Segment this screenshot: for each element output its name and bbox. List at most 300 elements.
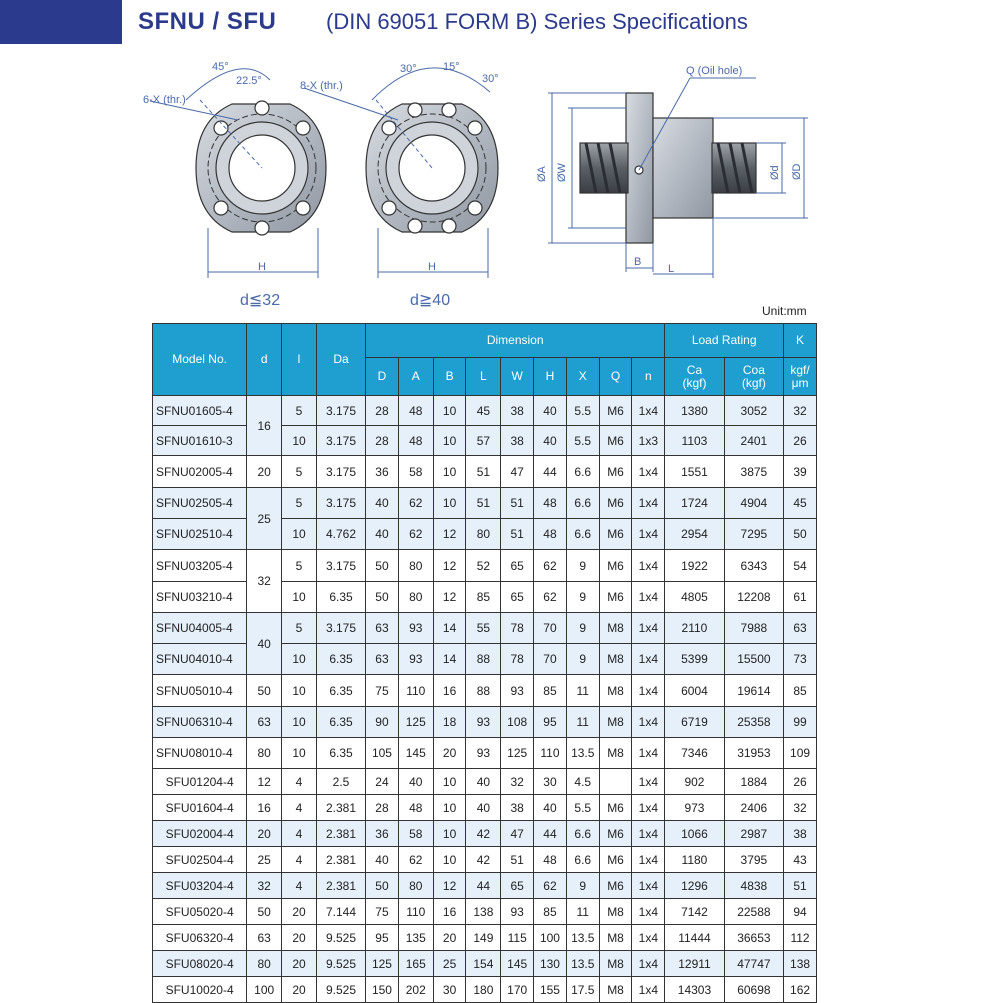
cell-x: 11 [566, 675, 599, 707]
cell-a: 80 [398, 550, 433, 582]
cell-n: 1x4 [632, 707, 665, 738]
cell-d: 25 [247, 488, 282, 550]
header-coa-unit: (kgf) [741, 375, 766, 390]
cell-d: 16 [247, 795, 282, 821]
cell-w: 145 [501, 951, 534, 977]
cell-n: 1x4 [632, 550, 665, 582]
diameter-a-label: ØA [536, 166, 548, 182]
cell-coa: 7988 [724, 613, 783, 644]
cell-l: 93 [466, 707, 501, 738]
table-row [153, 925, 817, 951]
cell-a: 48 [398, 426, 433, 456]
cell-x: 6.6 [566, 519, 599, 550]
cell-model: SFNU03210-4 [153, 582, 247, 613]
header-dim-b: B [433, 358, 466, 396]
cell-x: 13.5 [566, 951, 599, 977]
cell-coa: 3875 [724, 456, 783, 488]
header-da: Da [316, 324, 365, 396]
specifications-table [152, 323, 817, 1003]
cell-model: SFU01204-4 [153, 769, 247, 795]
cell-ca: 12911 [665, 951, 724, 977]
cell-q: M6 [599, 795, 632, 821]
cell-ca: 973 [665, 795, 724, 821]
cell-k: 32 [784, 396, 817, 426]
cell-da: 9.525 [316, 977, 365, 1003]
header-dim-h: H [534, 358, 567, 396]
cell-k: 45 [784, 488, 817, 519]
cell-model: SFU01604-4 [153, 795, 247, 821]
cell-x: 11 [566, 707, 599, 738]
cell-b: 10 [433, 769, 466, 795]
cell-ca: 1103 [665, 426, 724, 456]
cell-h: 85 [534, 899, 567, 925]
cell-a: 110 [398, 899, 433, 925]
cell-d: 32 [247, 550, 282, 613]
cell-b: 20 [433, 925, 466, 951]
cell-coa: 4904 [724, 488, 783, 519]
cell-w: 65 [501, 582, 534, 613]
cell-k: 26 [784, 769, 817, 795]
cell-l: 5 [282, 613, 317, 644]
cell-k: 39 [784, 456, 817, 488]
flange-front-view-large [366, 103, 498, 233]
cell-da: 2.381 [316, 873, 365, 899]
cell-l: 138 [466, 899, 501, 925]
cell-da: 3.175 [316, 426, 365, 456]
cell-d: 100 [247, 977, 282, 1003]
cell-h: 130 [534, 951, 567, 977]
cell-q: M8 [599, 899, 632, 925]
header-d: d [247, 324, 282, 396]
cell-q: M6 [599, 873, 632, 899]
cell-l: 40 [466, 795, 501, 821]
header-coa [724, 358, 783, 396]
cell-l: 20 [282, 899, 317, 925]
cell-n: 1x4 [632, 977, 665, 1003]
cell-d: 28 [366, 795, 399, 821]
cell-b: 12 [433, 550, 466, 582]
cell-a: 62 [398, 488, 433, 519]
cell-n: 1x4 [632, 519, 665, 550]
cell-d: 50 [366, 873, 399, 899]
cell-d: 90 [366, 707, 399, 738]
cell-h: 30 [534, 769, 567, 795]
cell-l: 154 [466, 951, 501, 977]
cell-model: SFNU08010-4 [153, 738, 247, 769]
cell-x: 9 [566, 644, 599, 675]
cell-w: 47 [501, 456, 534, 488]
diameter-d-large-label: ØD [791, 163, 803, 180]
cell-b: 10 [433, 456, 466, 488]
cell-model: SFU10020-4 [153, 977, 247, 1003]
cell-da: 6.35 [316, 738, 365, 769]
cell-n: 1x4 [632, 821, 665, 847]
cell-l: 149 [466, 925, 501, 951]
cell-l: 93 [466, 738, 501, 769]
cell-l: 5 [282, 488, 317, 519]
cell-h: 95 [534, 707, 567, 738]
cell-w: 125 [501, 738, 534, 769]
cell-x: 13.5 [566, 925, 599, 951]
cell-l: 88 [466, 675, 501, 707]
table-row [153, 456, 817, 488]
cell-l: 4 [282, 769, 317, 795]
cell-k: 63 [784, 613, 817, 644]
cell-h: 40 [534, 396, 567, 426]
cell-n: 1x4 [632, 738, 665, 769]
cell-x: 17.5 [566, 977, 599, 1003]
cell-w: 78 [501, 644, 534, 675]
cell-d: 32 [247, 873, 282, 899]
cell-coa: 2406 [724, 795, 783, 821]
cell-l: 4 [282, 847, 317, 873]
cell-q: M8 [599, 977, 632, 1003]
cell-l: 51 [466, 488, 501, 519]
cell-a: 145 [398, 738, 433, 769]
cell-b: 10 [433, 847, 466, 873]
diameter-w-label: ØW [556, 163, 568, 182]
technical-drawings [120, 50, 820, 310]
cell-a: 48 [398, 795, 433, 821]
cell-model: SFNU01605-4 [153, 396, 247, 426]
table-row [153, 738, 817, 769]
cell-x: 6.6 [566, 821, 599, 847]
cell-b: 14 [433, 644, 466, 675]
cell-da: 3.175 [316, 396, 365, 426]
cell-h: 44 [534, 821, 567, 847]
cell-da: 2.381 [316, 847, 365, 873]
table-row [153, 821, 817, 847]
cell-q: M8 [599, 738, 632, 769]
cell-coa: 3052 [724, 396, 783, 426]
flange-small-width-label: H [258, 261, 266, 273]
table-row [153, 675, 817, 707]
cell-d: 95 [366, 925, 399, 951]
cell-coa: 2987 [724, 821, 783, 847]
cell-q: M6 [599, 456, 632, 488]
cell-q: M8 [599, 644, 632, 675]
header-dim-d: D [366, 358, 399, 396]
cell-ca: 1380 [665, 396, 724, 426]
cell-l: 10 [282, 738, 317, 769]
cell-a: 40 [398, 769, 433, 795]
cell-d: 50 [366, 582, 399, 613]
cell-k: 94 [784, 899, 817, 925]
cell-q: M6 [599, 396, 632, 426]
page-subtitle: (DIN 69051 FORM B) Series Specifications [326, 9, 748, 34]
specifications-table-body [153, 396, 817, 1003]
cell-x: 5.5 [566, 795, 599, 821]
cell-l: 85 [466, 582, 501, 613]
cell-n: 1x4 [632, 951, 665, 977]
cell-n: 1x4 [632, 769, 665, 795]
cell-coa: 4838 [724, 873, 783, 899]
cell-d: 40 [366, 847, 399, 873]
cell-d: 75 [366, 675, 399, 707]
cell-b: 16 [433, 899, 466, 925]
cell-l: 10 [282, 582, 317, 613]
cell-coa: 2401 [724, 426, 783, 456]
cell-w: 65 [501, 550, 534, 582]
cell-w: 51 [501, 847, 534, 873]
cell-q: M8 [599, 675, 632, 707]
header-load-rating: Load Rating [665, 324, 784, 358]
cell-b: 25 [433, 951, 466, 977]
cell-k: 38 [784, 821, 817, 847]
cell-x: 9 [566, 613, 599, 644]
cell-w: 51 [501, 488, 534, 519]
page-title: SFNU / SFU [138, 8, 277, 35]
cell-l: 52 [466, 550, 501, 582]
cell-ca: 1551 [665, 456, 724, 488]
table-row [153, 873, 817, 899]
cell-k: 50 [784, 519, 817, 550]
cell-d: 50 [247, 899, 282, 925]
cell-da: 2.5 [316, 769, 365, 795]
cell-h: 44 [534, 456, 567, 488]
cell-a: 80 [398, 873, 433, 899]
header-k-unit-2: μm [791, 375, 809, 390]
cell-l: 44 [466, 873, 501, 899]
table-row [153, 847, 817, 873]
cell-a: 125 [398, 707, 433, 738]
cell-da: 9.525 [316, 951, 365, 977]
table-row [153, 550, 817, 582]
cell-ca: 7142 [665, 899, 724, 925]
table-row [153, 899, 817, 925]
cell-k: 138 [784, 951, 817, 977]
cell-q: M6 [599, 488, 632, 519]
cell-d: 24 [366, 769, 399, 795]
cell-d: 80 [247, 738, 282, 769]
header-ca [665, 358, 724, 396]
header-model: Model No. [153, 324, 247, 396]
cell-h: 100 [534, 925, 567, 951]
cell-b: 16 [433, 675, 466, 707]
header-dim-w: W [501, 358, 534, 396]
cell-d: 28 [366, 426, 399, 456]
table-row [153, 951, 817, 977]
cell-b: 10 [433, 396, 466, 426]
cell-n: 1x4 [632, 488, 665, 519]
cell-model: SFU03204-4 [153, 873, 247, 899]
cell-d: 63 [247, 925, 282, 951]
cell-ca: 7346 [665, 738, 724, 769]
cell-w: 170 [501, 977, 534, 1003]
cell-q: M8 [599, 925, 632, 951]
cell-x: 6.6 [566, 847, 599, 873]
cell-w: 32 [501, 769, 534, 795]
cell-l: 10 [282, 519, 317, 550]
cell-model: SFNU01610-3 [153, 426, 247, 456]
cell-b: 12 [433, 582, 466, 613]
cell-ca: 2110 [665, 613, 724, 644]
table-row [153, 396, 817, 426]
cell-h: 70 [534, 613, 567, 644]
cell-a: 62 [398, 847, 433, 873]
cell-l: 20 [282, 951, 317, 977]
cell-d: 150 [366, 977, 399, 1003]
cell-x: 9 [566, 873, 599, 899]
cell-ca: 11444 [665, 925, 724, 951]
cell-l: 10 [282, 644, 317, 675]
cell-l: 4 [282, 873, 317, 899]
cell-k: 61 [784, 582, 817, 613]
cell-x: 11 [566, 899, 599, 925]
cell-l: 10 [282, 707, 317, 738]
cell-ca: 1724 [665, 488, 724, 519]
header-k-unit [784, 358, 817, 396]
cell-h: 62 [534, 582, 567, 613]
cell-h: 85 [534, 675, 567, 707]
caption-large-diameter: d≧40 [410, 292, 451, 309]
cell-k: 51 [784, 873, 817, 899]
nut-length-l-label: L [668, 263, 675, 275]
cell-a: 48 [398, 396, 433, 426]
table-row [153, 769, 817, 795]
header-dim-q: Q [599, 358, 632, 396]
cell-coa: 25358 [724, 707, 783, 738]
cell-model: SFU06320-4 [153, 925, 247, 951]
thread-holes-6-label: 6-X (thr.) [143, 94, 186, 106]
cell-ca: 1922 [665, 550, 724, 582]
cell-w: 38 [501, 795, 534, 821]
cell-ca: 1296 [665, 873, 724, 899]
cell-b: 10 [433, 795, 466, 821]
cell-q: M8 [599, 951, 632, 977]
cell-ca: 1180 [665, 847, 724, 873]
cell-b: 14 [433, 613, 466, 644]
cell-da: 4.762 [316, 519, 365, 550]
cell-l: 10 [282, 426, 317, 456]
cell-k: 73 [784, 644, 817, 675]
cell-da: 6.35 [316, 675, 365, 707]
cell-d: 28 [366, 396, 399, 426]
cell-h: 48 [534, 488, 567, 519]
title-accent-bar [0, 0, 122, 44]
cell-l: 5 [282, 456, 317, 488]
cell-da: 2.381 [316, 821, 365, 847]
cell-coa: 1884 [724, 769, 783, 795]
header-dim-a: A [398, 358, 433, 396]
cell-ca: 1066 [665, 821, 724, 847]
cell-l: 4 [282, 795, 317, 821]
flange-large-width-label: H [428, 261, 436, 273]
cell-d: 75 [366, 899, 399, 925]
cell-coa: 3795 [724, 847, 783, 873]
cell-q: M8 [599, 707, 632, 738]
cell-ca: 14303 [665, 977, 724, 1003]
table-row [153, 795, 817, 821]
cell-n: 1x4 [632, 675, 665, 707]
cell-q [599, 769, 632, 795]
header-dim-x: X [566, 358, 599, 396]
caption-small-diameter: d≦32 [240, 292, 281, 309]
cell-a: 165 [398, 951, 433, 977]
header-k: K [784, 324, 817, 358]
cell-n: 1x4 [632, 613, 665, 644]
header-k-unit-1: kgf/ [790, 362, 810, 377]
cell-d: 63 [366, 644, 399, 675]
cell-da: 3.175 [316, 613, 365, 644]
cell-b: 10 [433, 488, 466, 519]
cell-w: 47 [501, 821, 534, 847]
cell-q: M6 [599, 847, 632, 873]
cell-da: 2.381 [316, 795, 365, 821]
cell-d: 80 [247, 951, 282, 977]
table-row [153, 707, 817, 738]
angle-30-left-label: 30° [400, 63, 417, 75]
cell-d: 16 [247, 396, 282, 456]
cell-l: 57 [466, 426, 501, 456]
cell-w: 78 [501, 613, 534, 644]
cell-coa: 60698 [724, 977, 783, 1003]
cell-q: M6 [599, 821, 632, 847]
cell-h: 62 [534, 550, 567, 582]
cell-b: 12 [433, 873, 466, 899]
cell-coa: 7295 [724, 519, 783, 550]
cell-n: 1x4 [632, 396, 665, 426]
cell-n: 1x4 [632, 847, 665, 873]
cell-a: 110 [398, 675, 433, 707]
cell-coa: 19614 [724, 675, 783, 707]
cell-model: SFNU02510-4 [153, 519, 247, 550]
cell-ca: 902 [665, 769, 724, 795]
cell-a: 93 [398, 644, 433, 675]
cell-da: 3.175 [316, 550, 365, 582]
cell-d: 25 [247, 847, 282, 873]
cell-model: SFNU05010-4 [153, 675, 247, 707]
cell-model: SFNU06310-4 [153, 707, 247, 738]
cell-d: 50 [366, 550, 399, 582]
flange-front-view-small [196, 101, 326, 235]
angle-45-label: 45° [212, 61, 229, 73]
cell-n: 1x4 [632, 873, 665, 899]
cell-q: M6 [599, 582, 632, 613]
unit-label: Unit:mm [762, 304, 807, 318]
angle-30-right-label: 30° [482, 73, 499, 85]
cell-h: 70 [534, 644, 567, 675]
cell-l: 40 [466, 769, 501, 795]
cell-l: 51 [466, 456, 501, 488]
cell-l: 42 [466, 821, 501, 847]
cell-k: 162 [784, 977, 817, 1003]
table-row [153, 977, 817, 1003]
cell-h: 48 [534, 519, 567, 550]
cell-n: 1x4 [632, 925, 665, 951]
flange-thickness-b-label: B [634, 256, 642, 268]
cell-l: 20 [282, 925, 317, 951]
cell-da: 7.144 [316, 899, 365, 925]
cell-n: 1x3 [632, 426, 665, 456]
cell-d: 50 [247, 675, 282, 707]
cell-x: 5.5 [566, 396, 599, 426]
cell-l: 42 [466, 847, 501, 873]
cell-a: 135 [398, 925, 433, 951]
cell-da: 3.175 [316, 488, 365, 519]
cell-h: 62 [534, 873, 567, 899]
cell-model: SFNU02005-4 [153, 456, 247, 488]
cell-model: SFNU02505-4 [153, 488, 247, 519]
cell-q: M6 [599, 426, 632, 456]
cell-da: 6.35 [316, 707, 365, 738]
cell-model: SFU08020-4 [153, 951, 247, 977]
cell-model: SFNU04005-4 [153, 613, 247, 644]
cell-da: 6.35 [316, 644, 365, 675]
cell-l: 20 [282, 977, 317, 1003]
cell-d: 12 [247, 769, 282, 795]
cell-l: 80 [466, 519, 501, 550]
